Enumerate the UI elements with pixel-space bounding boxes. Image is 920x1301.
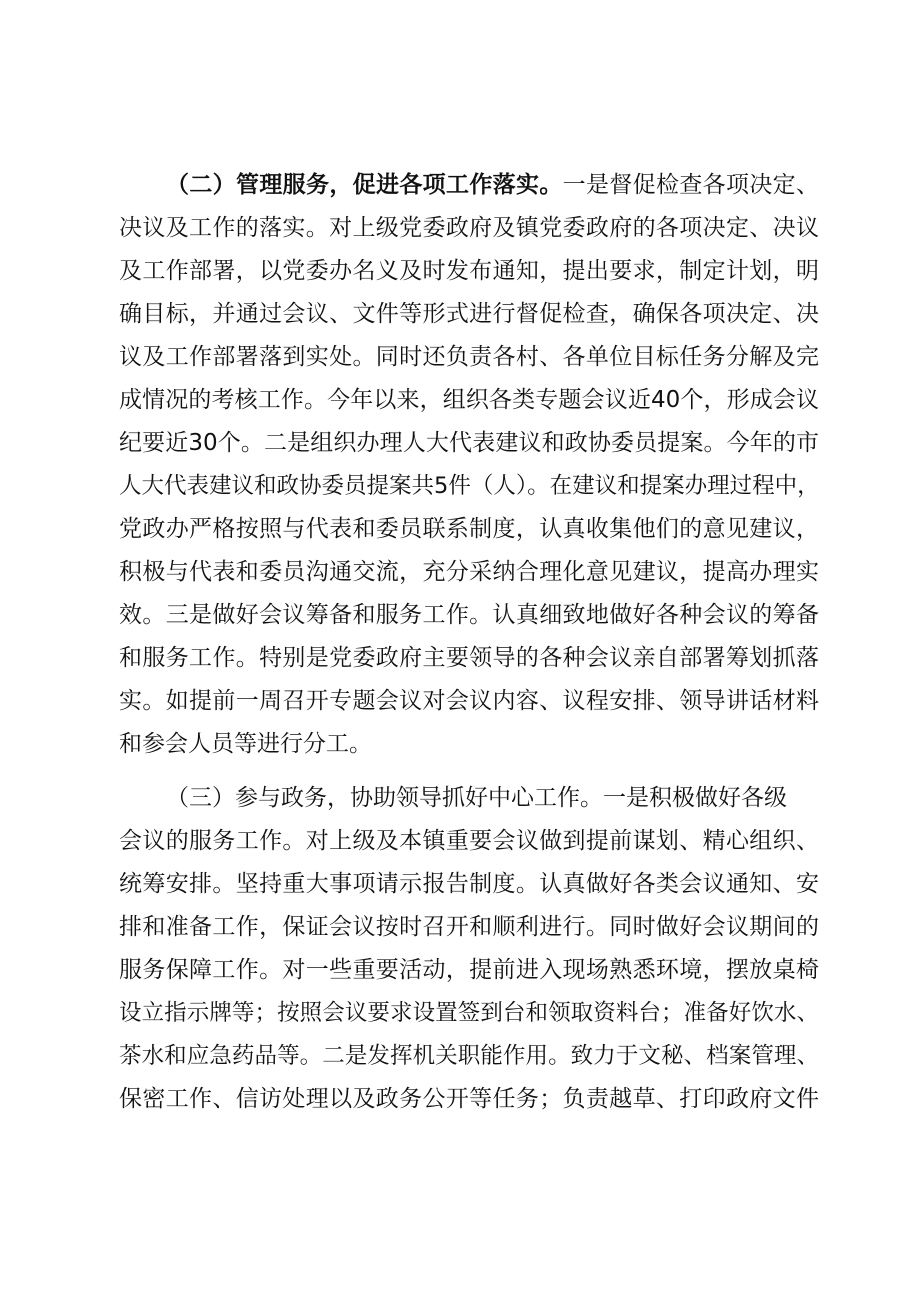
paragraph-2-line-11: 效。三是做好会议筹备和服务工作。认真细致地做好各种会议的筹备 xyxy=(119,602,819,628)
paragraph-2-line-10: 积极与代表和委员沟通交流，充分采纳合理化意见建议，提高办理实 xyxy=(119,559,819,585)
paragraph-2-line-14: 和参会人员等进行分工。 xyxy=(119,731,372,757)
paragraph-3-line-3: 统筹安排。坚持重大事项请示报告制度。认真做好各类会议通知、安 xyxy=(119,871,819,897)
paragraph-3-line-8: 保密工作、信访处理以及政务公开等任务；负责越草、打印政府文件 xyxy=(119,1086,819,1112)
paragraph-2-line-8: 人大代表建议和政协委员提案共5件（人）。在建议和提案办理过程中， xyxy=(119,473,820,499)
paragraph-2-line-9: 党政办严格按照与代表和委员联系制度，认真收集他们的意见建议， xyxy=(119,516,819,542)
paragraph-3-line-5: 服务保障工作。对一些重要活动，提前进入现场熟悉环境，摆放桌椅 xyxy=(119,957,819,983)
paragraph-3-line-1: （三）参与政务，协助领导抓好中心工作。一是积极做好各级 xyxy=(166,785,787,811)
paragraph-2-line-2: 决议及工作的落实。对上级党委政府及镇党委政府的各项决定、决议 xyxy=(119,215,819,241)
paragraph-3-line-7: 茶水和应急药品等。二是发挥机关职能作用。致力于文秘、档案管理、 xyxy=(119,1043,819,1069)
paragraph-3-line-6: 设立指示牌等；按照会议要求设置签到台和领取资料台；准备好饮水、 xyxy=(119,1000,819,1026)
paragraph-2-line-4: 确目标，并通过会议、文件等形式进行督促检查，确保各项决定、决 xyxy=(119,301,819,327)
paragraph-3-line-2: 会议的服务工作。对上级及本镇重要会议做到提前谋划、精心组织、 xyxy=(119,828,819,854)
paragraph-2-line-5: 议及工作部署落到实处。同时还负责各村、各单位目标任务分解及完 xyxy=(119,344,819,370)
paragraph-2-line-13: 实。如提前一周召开专题会议对会议内容、议程安排、领导讲话材料 xyxy=(119,688,819,714)
paragraph-text: 一是督促检查各项决定、 xyxy=(562,172,820,198)
paragraph-2-line-7: 纪要近30个。二是组织办理人大代表建议和政协委员提案。今年的市 xyxy=(119,430,819,456)
paragraph-3-line-4: 排和准备工作，保证会议按时召开和顺利进行。同时做好会议期间的 xyxy=(119,914,819,940)
section-heading-2: （二）管理服务，促进各项工作落实。 xyxy=(166,172,563,198)
paragraph-2-line-6: 成情况的考核工作。今年以来，组织各类专题会议近40个，形成会议 xyxy=(119,387,819,413)
paragraph-2-line-1 xyxy=(166,164,819,207)
paragraph-2-line-3: 及工作部署，以党委办名义及时发布通知，提出要求，制定计划，明 xyxy=(119,258,819,284)
paragraph-2-line-12: 和服务工作。特别是党委政府主要领导的各种会议亲自部署筹划抓落 xyxy=(119,645,819,671)
